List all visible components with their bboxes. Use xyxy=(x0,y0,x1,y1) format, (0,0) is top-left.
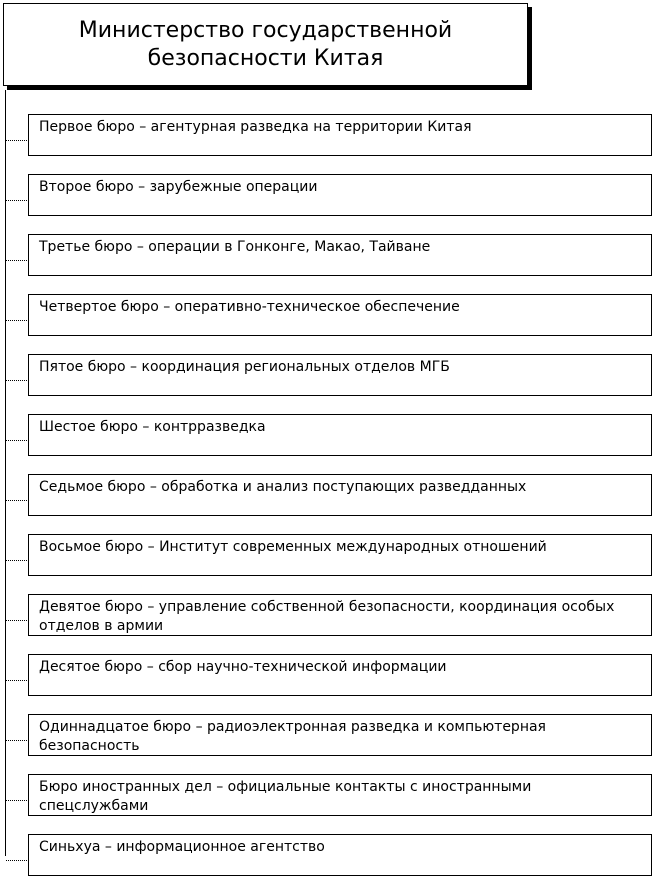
bureau-label: Синьхуа – информационное агентство xyxy=(39,839,325,855)
bureau-box xyxy=(28,834,652,876)
bureau-box xyxy=(28,294,652,336)
ministry-title-box xyxy=(3,3,528,86)
bureau-box xyxy=(28,774,652,816)
bureau-box xyxy=(28,114,652,156)
bureau-box xyxy=(28,534,652,576)
bureau-label: Второе бюро – зарубежные операции xyxy=(39,179,318,195)
bureau-label: Седьмое бюро – обработка и анализ поступающих разведданных xyxy=(39,479,527,495)
bureau-connector xyxy=(6,200,29,201)
bureau-connector xyxy=(6,140,29,141)
bureau-connector xyxy=(6,860,29,861)
org-trunk-line xyxy=(5,90,6,856)
bureau-box xyxy=(28,654,652,696)
bureau-label: Бюро иностранных дел – официальные контакты с иностранными спецслужбами xyxy=(39,779,532,814)
bureau-label: Десятое бюро – сбор научно-технической информации xyxy=(39,659,447,675)
bureau-connector xyxy=(6,560,29,561)
bureau-connector xyxy=(6,680,29,681)
bureau-label: Пятое бюро – координация региональных отделов МГБ xyxy=(39,359,450,375)
bureau-label: Четвертое бюро – оперативно-техническое обеспечение xyxy=(39,299,460,315)
bureau-connector xyxy=(6,740,29,741)
bureau-connector xyxy=(6,380,29,381)
bureau-box xyxy=(28,414,652,456)
bureau-connector xyxy=(6,440,29,441)
bureau-box xyxy=(28,354,652,396)
bureau-label: Восьмое бюро – Институт современных международных отношений xyxy=(39,539,547,555)
bureau-box xyxy=(28,474,652,516)
bureau-label: Одиннадцатое бюро – радиоэлектронная разведка и компьютерная безопасность xyxy=(39,719,546,754)
bureau-box xyxy=(28,174,652,216)
bureau-box xyxy=(28,714,652,756)
bureau-connector xyxy=(6,500,29,501)
bureau-label: Третье бюро – операции в Гонконге, Макао, Тайване xyxy=(39,239,431,255)
bureau-label: Первое бюро – агентурная разведка на территории Китая xyxy=(39,119,472,135)
bureau-connector xyxy=(6,800,29,801)
bureau-connector xyxy=(6,260,29,261)
bureau-label: Шестое бюро – контрразведка xyxy=(39,419,266,435)
bureau-connector xyxy=(6,320,29,321)
bureau-connector xyxy=(6,620,29,621)
ministry-title: Министерство государственной безопасности Китая xyxy=(78,17,453,71)
bureau-box xyxy=(28,594,652,636)
bureau-box xyxy=(28,234,652,276)
bureau-label: Девятое бюро – управление собственной безопасности, координация особых отделов в армии xyxy=(39,599,615,634)
